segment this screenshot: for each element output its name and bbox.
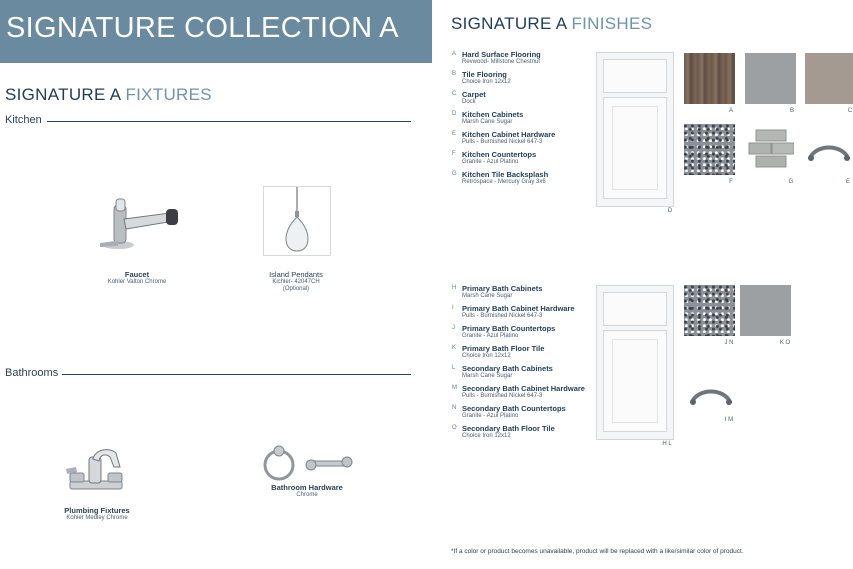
fixtures-heading-b: FIXTURES — [125, 85, 212, 104]
finish-item-n: N Secondary Bath Countertops Granite - Azul Platino — [452, 404, 566, 419]
bath-cabinet-swatch-label: H L — [662, 441, 672, 447]
bathroom-hardware-name: Bathroom Hardware — [271, 483, 343, 492]
finish-item-i: I Primary Bath Cabinet Hardware Pulls - Burnished Nickel 647-3 — [452, 304, 575, 319]
kitchen-cabinet-swatch — [596, 52, 674, 207]
faucet-caption — [87, 271, 187, 286]
finish-item-g: G Kitchen Tile Backsplash Retrospace - Mercury Gray 3x6 — [452, 170, 549, 185]
plumbing-caption — [47, 507, 147, 522]
finish-item-o: O Secondary Bath Floor Tile Choice Iron 12x12 — [452, 424, 555, 439]
pull-out-faucet-icon — [96, 195, 182, 255]
finish-item-k: K Primary Bath Floor Tile Choice Iron 12x12 — [452, 344, 545, 359]
finish-item-c: C Carpet Dock — [452, 90, 486, 105]
bathrooms-label: Bathrooms — [5, 367, 59, 379]
backsplash-swatch-label: G — [788, 179, 794, 185]
carpet-swatch-label: C — [847, 108, 853, 114]
bathroom-hardware-desc: Chrome — [296, 492, 318, 499]
bathrooms-divider — [62, 374, 411, 375]
finish-item-h: H Primary Bath Cabinets Marsh Cane Sugar — [452, 284, 543, 299]
granite-swatch-label: F — [729, 179, 733, 185]
pendant-light-icon — [264, 187, 330, 255]
pendant-desc: Kichler- 42047CH — [272, 279, 320, 286]
bath-faucet-icon — [64, 443, 128, 495]
fixtures-heading — [5, 85, 212, 105]
finish-item-f: F Kitchen Countertops Granite - Azul Platino — [452, 150, 537, 165]
bathroom-hardware-caption — [257, 484, 357, 499]
pull-swatch-label: E — [845, 179, 850, 185]
backsplash-tile-swatch — [748, 128, 794, 170]
granite-countertop-swatch — [684, 124, 735, 175]
bath-granite-swatch — [684, 285, 735, 336]
finish-item-m: M Secondary Bath Cabinet Hardware Pulls - Burnished Nickel 647-3 — [452, 384, 585, 399]
plumbing-name: Plumbing Fixtures — [64, 506, 130, 515]
cabinet-pull-icon — [806, 138, 852, 164]
wood-swatch-label: A — [728, 108, 733, 114]
finishes-heading-b: FINISHES — [571, 14, 653, 33]
bath-cabinet-pull-icon — [688, 382, 734, 408]
finishes-heading — [451, 14, 652, 34]
fixtures-heading-a: SIGNATURE A — [5, 85, 121, 104]
cabinet-swatch-label: D — [667, 208, 673, 214]
faucet-desc: Kohler Valton Chrome — [107, 279, 167, 286]
faucet-name: Faucet — [124, 270, 150, 279]
bath-granite-swatch-label: J N — [724, 340, 734, 346]
finish-item-e: E Kitchen Cabinet Hardware Pulls - Burnished Nickel 647-3 — [452, 130, 556, 145]
footnote: *If a color or product becomes unavailable, product will be replaced with a like/similar color of product. — [451, 548, 744, 555]
tile-swatch-label: B — [789, 108, 794, 114]
kitchen-divider — [47, 121, 411, 122]
wood-flooring-swatch — [684, 53, 735, 104]
collection-title: SIGNATURE COLLECTION A — [6, 12, 399, 44]
bath-tile-swatch-label: K O — [779, 340, 791, 346]
finish-item-b: B Tile Flooring Choice Iron 12x12 — [452, 70, 511, 85]
finishes-heading-a: SIGNATURE A — [451, 14, 567, 33]
kitchen-label: Kitchen — [5, 114, 42, 126]
finish-item-l: L Secondary Bath Cabinets Marsh Cane Sugar — [452, 364, 553, 379]
pendant-caption — [246, 271, 346, 292]
pendant-desc2: (Optional) — [282, 285, 310, 292]
tile-flooring-swatch — [745, 53, 796, 104]
pendant-name: Island Pendants — [269, 270, 323, 279]
bath-pull-swatch-label: I M — [724, 417, 734, 423]
finish-item-d: D Kitchen Cabinets Marsh Cane Sugar — [452, 110, 524, 125]
towel-ring-icon — [262, 445, 354, 483]
bath-floor-tile-swatch — [740, 285, 791, 336]
finish-item-j: J Primary Bath Countertops Granite - Azul Platino — [452, 324, 556, 339]
carpet-swatch — [805, 53, 853, 104]
bath-cabinet-swatch — [596, 285, 674, 440]
plumbing-desc: Kohler Medley Chrome — [66, 515, 128, 522]
finish-item-a: A Hard Surface Flooring Revwood- Millstone Chestnut — [452, 50, 541, 65]
